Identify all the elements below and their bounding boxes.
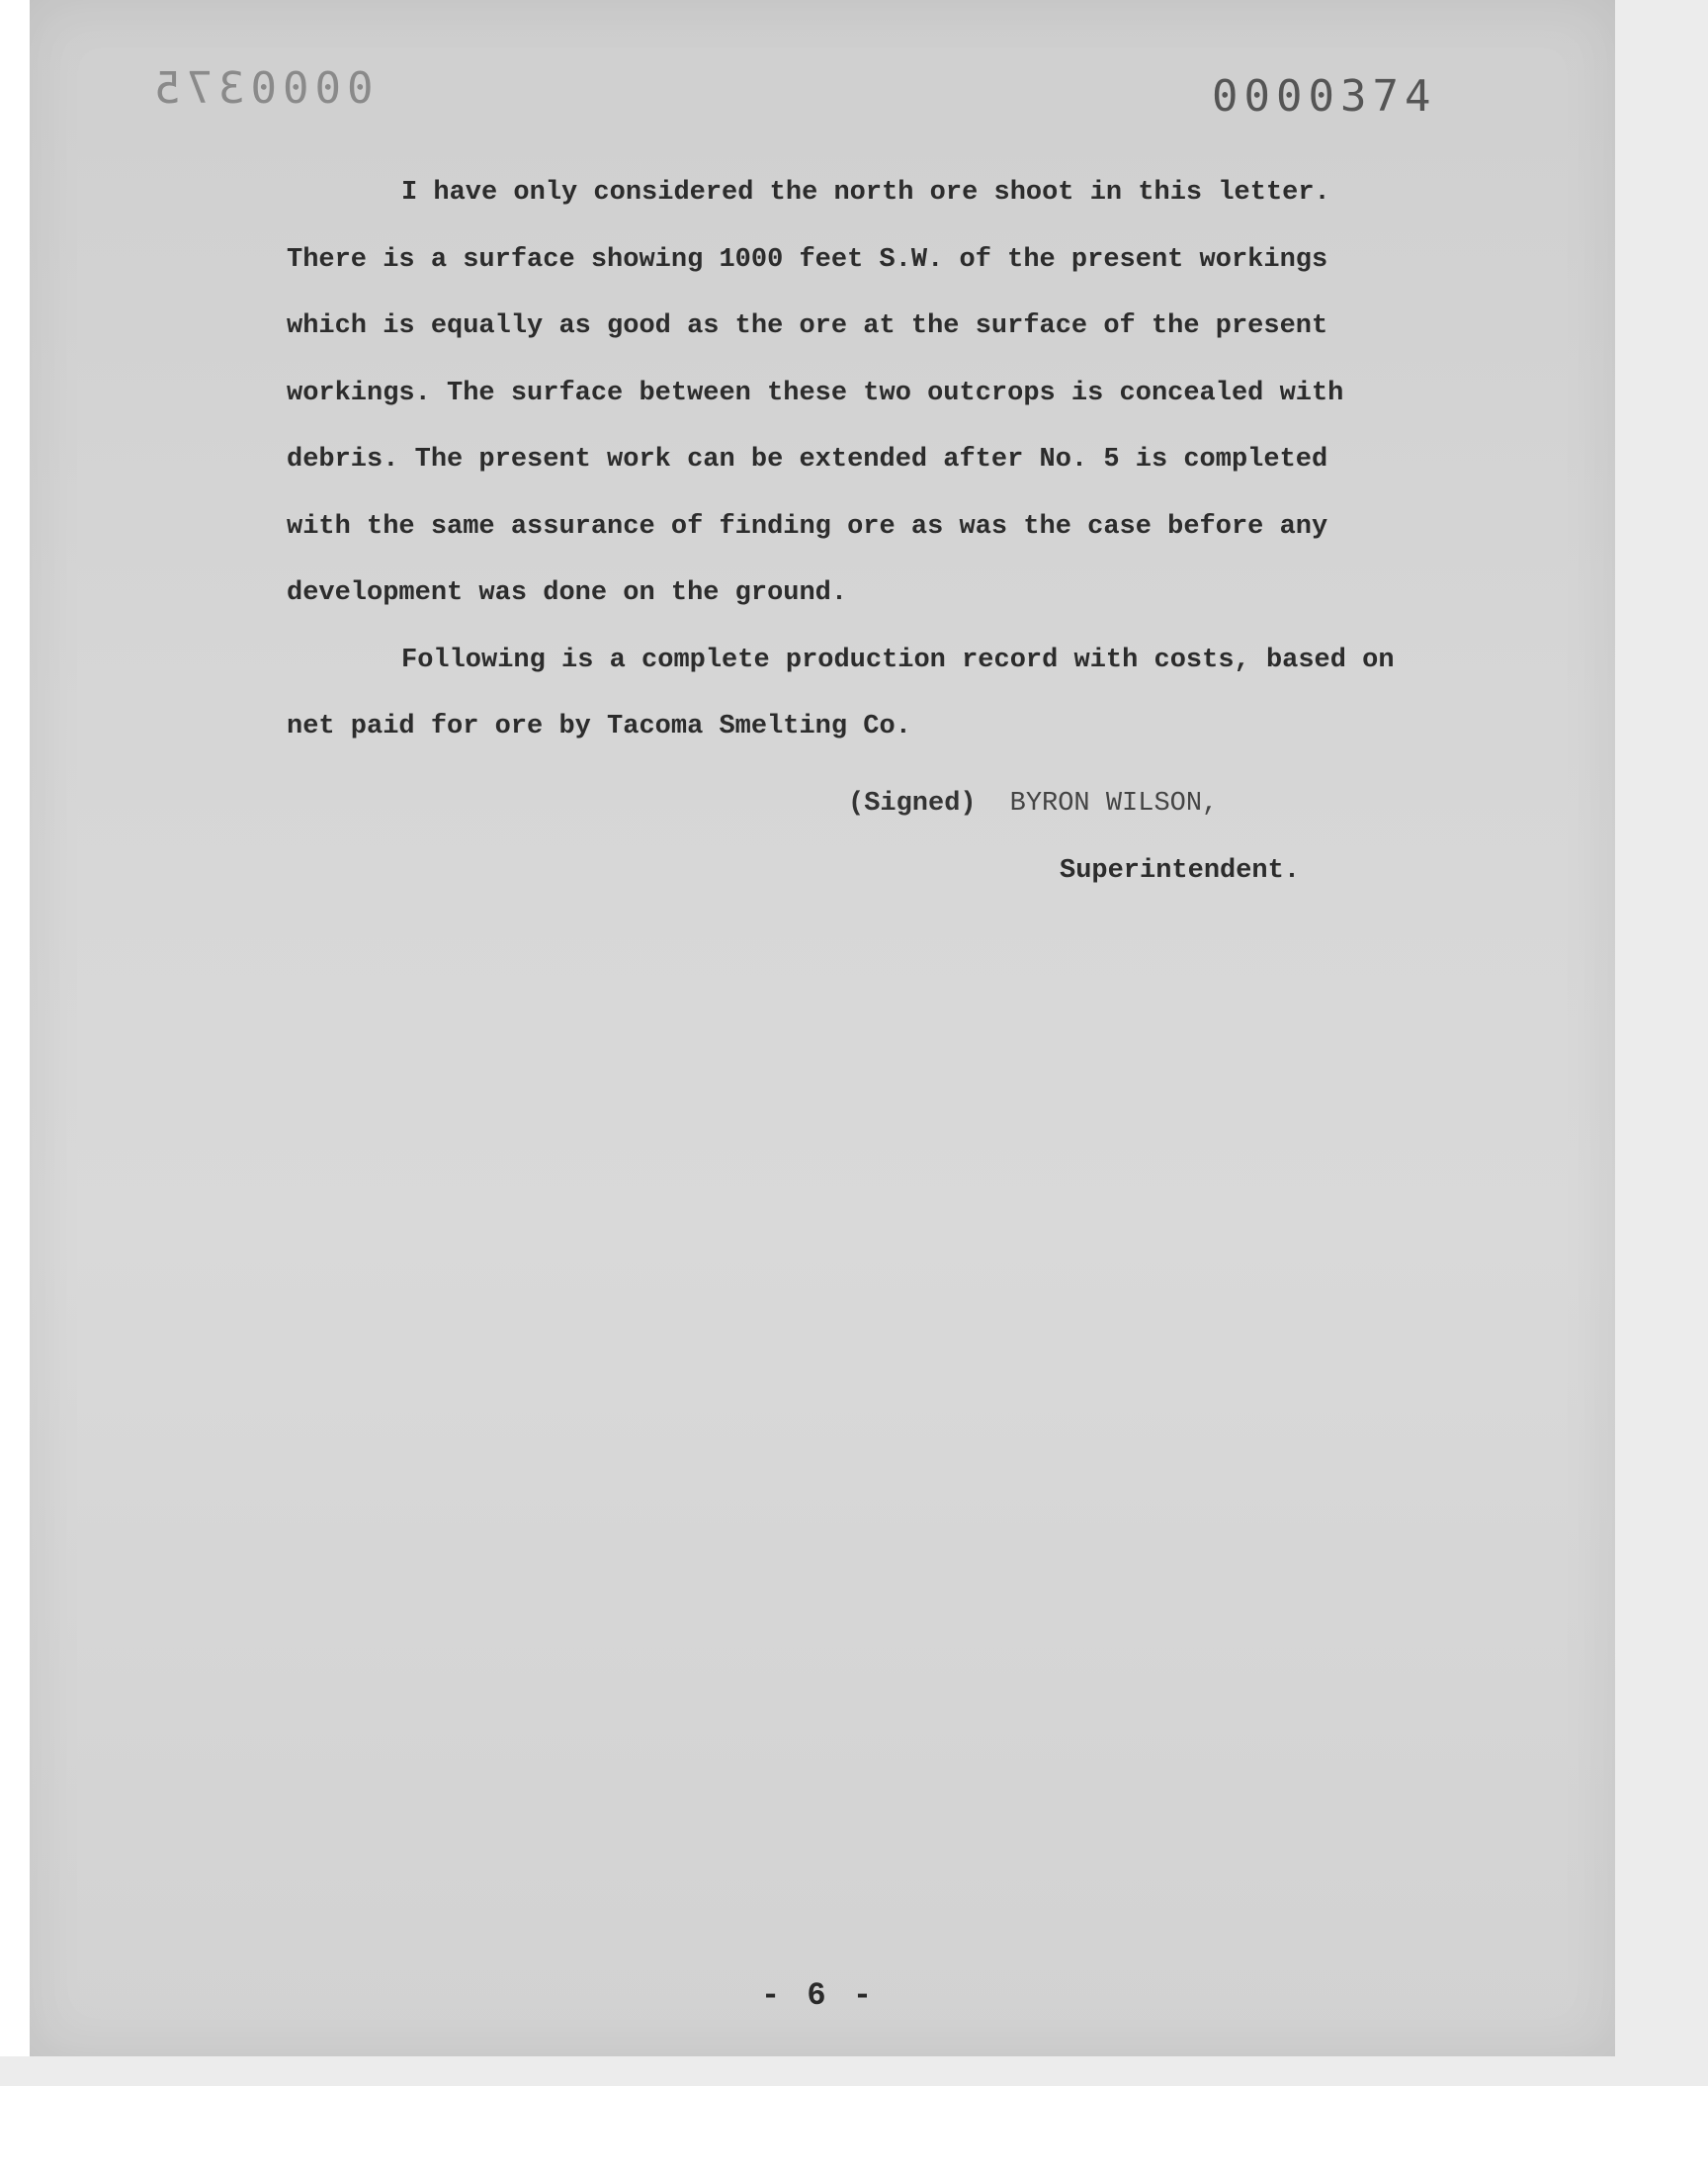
page-number: - 6 - (761, 1977, 877, 2014)
signed-label: (Signed) (848, 789, 977, 819)
scan-margin-bottom (0, 2056, 1615, 2086)
paragraph-ore-shoot: I have only considered the north ore shoot in this letter. There is a surface showing 1000 feet S.W. of the present workings which is equally as good as the ore at the surface of the present workings. The surface between these two outcrops is concealed with debris. The present work can be extended after No. 5 is completed with the same assurance of finding ore as was the case before any development was done on the ground. (287, 178, 1344, 608)
paragraph-production-record: Following is a complete production record with costs, based on net paid for ore by Tacoma Smelting Co. (287, 645, 1395, 741)
signer-name: BYRON WILSON, (1009, 789, 1219, 819)
signature-line (848, 789, 1218, 819)
letter-body (287, 160, 1404, 761)
signer-title: Superintendent. (1060, 856, 1301, 886)
scan-margin-right (1615, 0, 1708, 2086)
mirrored-bates-stamp: 0000375 (148, 63, 374, 114)
bates-stamp: 0000374 (1212, 71, 1437, 122)
